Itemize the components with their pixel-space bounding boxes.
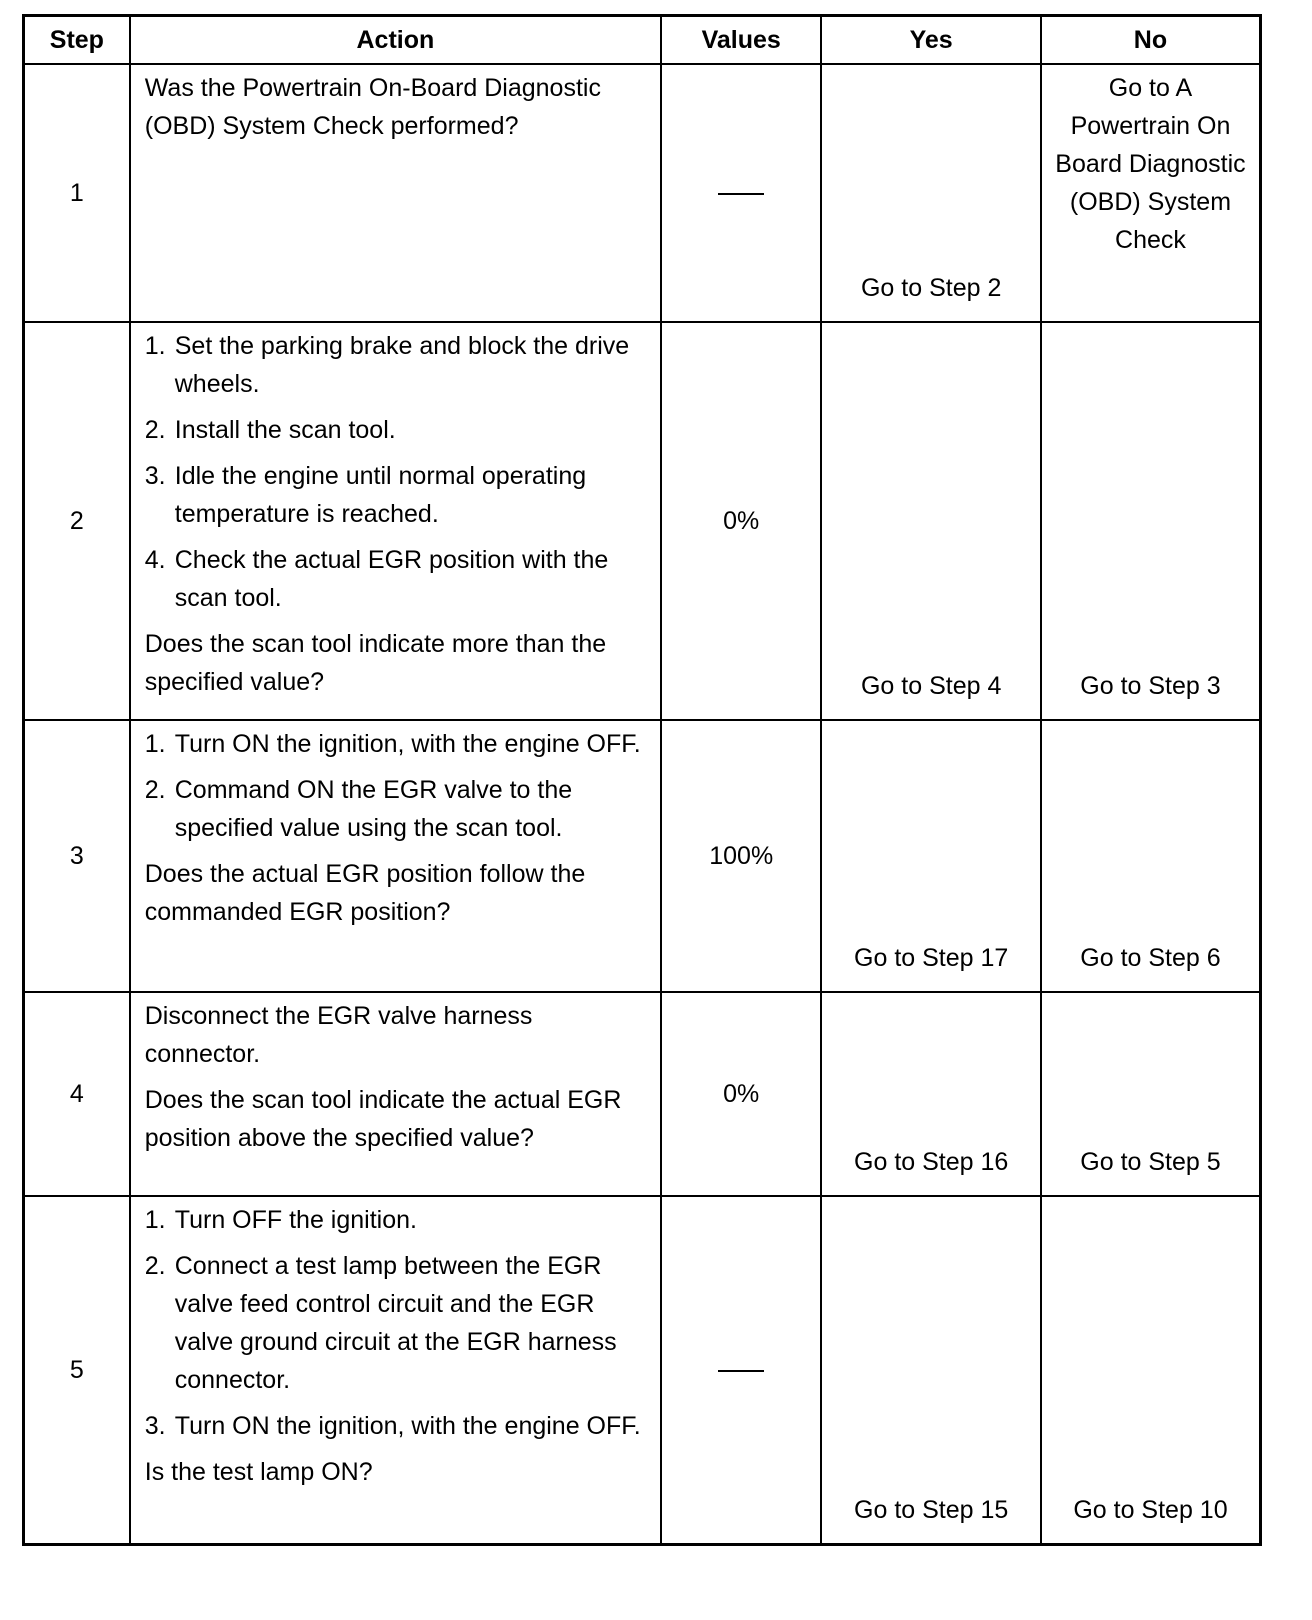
diagnostic-table-container: [22, 14, 1262, 1546]
action-item: [145, 541, 650, 617]
action-question: Does the scan tool indicate more than the specified value?: [144, 630, 607, 696]
table-row-step-3: [24, 720, 1261, 992]
action-item: [145, 1247, 650, 1399]
table-row-step-4: [24, 992, 1261, 1196]
action-item: [145, 1201, 650, 1239]
action-item-text: Connect a test lamp between the EGR valve feed control circuit and the EGR valve ground circuit at the EGR harness connector.: [174, 1252, 617, 1394]
action-question: Is the test lamp ON?: [144, 1458, 373, 1486]
no-cell: Go to Step 6: [1041, 720, 1261, 992]
header-no: No: [1041, 16, 1261, 65]
action-cell: [130, 992, 661, 1196]
step-number: 2: [24, 322, 130, 720]
action-item-text: Command ON the EGR valve to the specified value using the scan tool.: [174, 776, 573, 842]
yes-cell: Go to Step 16: [821, 992, 1041, 1196]
action-item: [145, 327, 650, 403]
action-item: [145, 411, 650, 449]
action-item-number: 1.: [144, 332, 166, 360]
action-cell: [130, 322, 661, 720]
action-item-number: 4.: [144, 546, 166, 574]
value-cell: [661, 64, 821, 322]
action-item-text: Idle the engine until normal operating temperature is reached.: [174, 462, 587, 528]
action-item-text: Set the parking brake and block the drive wheels.: [174, 332, 630, 398]
action-cell: [130, 720, 661, 992]
action-list: [145, 327, 650, 617]
action-item-number: 2.: [144, 1252, 166, 1280]
action-question: Does the actual EGR position follow the commanded EGR position?: [144, 860, 586, 926]
action-item-number: 2.: [144, 776, 166, 804]
action-item-text: Turn ON the ignition, with the engine OFF.: [174, 1412, 641, 1440]
no-cell: Go to Step 3: [1041, 322, 1261, 720]
action-question: Does the scan tool indicate the actual EGR position above the specified value?: [144, 1086, 622, 1152]
action-item: [145, 771, 650, 847]
no-cell: Go to A Powertrain On Board Diagnostic (OBD) System Check: [1041, 64, 1261, 322]
diagnostic-table: [22, 14, 1262, 1546]
action-item-text: Turn ON the ignition, with the engine OFF.: [174, 730, 641, 758]
action-item-text: Turn OFF the ignition.: [174, 1206, 417, 1234]
action-item-text: Install the scan tool.: [174, 416, 396, 444]
step-number: 4: [24, 992, 130, 1196]
step-number: 1: [24, 64, 130, 322]
value-cell: [661, 1196, 821, 1544]
action-question: Was the Powertrain On-Board Diagnostic (OBD) System Check performed?: [144, 74, 601, 140]
yes-cell: Go to Step 15: [821, 1196, 1041, 1544]
value-cell: 0%: [661, 992, 821, 1196]
action-list: [145, 725, 650, 847]
step-number: 3: [24, 720, 130, 992]
empty-value-dash: [718, 1370, 764, 1372]
header-step: Step: [24, 16, 130, 65]
table-header-row: [24, 16, 1261, 65]
action-intro: Disconnect the EGR valve harness connector.: [144, 1002, 533, 1068]
step-number: 5: [24, 1196, 130, 1544]
table-row-step-2: [24, 322, 1261, 720]
action-item-number: 3.: [144, 1412, 166, 1440]
no-cell: Go to Step 5: [1041, 992, 1261, 1196]
action-list: [145, 1201, 650, 1445]
action-item-number: 1.: [144, 730, 166, 758]
header-values: Values: [661, 16, 821, 65]
action-item-text: Check the actual EGR position with the scan tool.: [174, 546, 609, 612]
header-action: Action: [130, 16, 661, 65]
action-cell: [130, 64, 661, 322]
action-item: [145, 1407, 650, 1445]
table-row-step-1: [24, 64, 1261, 322]
yes-cell: Go to Step 17: [821, 720, 1041, 992]
header-yes: Yes: [821, 16, 1041, 65]
empty-value-dash: [718, 193, 764, 195]
table-row-step-5: [24, 1196, 1261, 1544]
action-cell: [130, 1196, 661, 1544]
action-item-number: 2.: [144, 416, 166, 444]
no-cell: Go to Step 10: [1041, 1196, 1261, 1544]
yes-cell: Go to Step 4: [821, 322, 1041, 720]
action-item-number: 1.: [144, 1206, 166, 1234]
action-item-number: 3.: [144, 462, 166, 490]
yes-cell: Go to Step 2: [821, 64, 1041, 322]
action-item: [145, 725, 650, 763]
action-item: [145, 457, 650, 533]
value-cell: 0%: [661, 322, 821, 720]
value-cell: 100%: [661, 720, 821, 992]
